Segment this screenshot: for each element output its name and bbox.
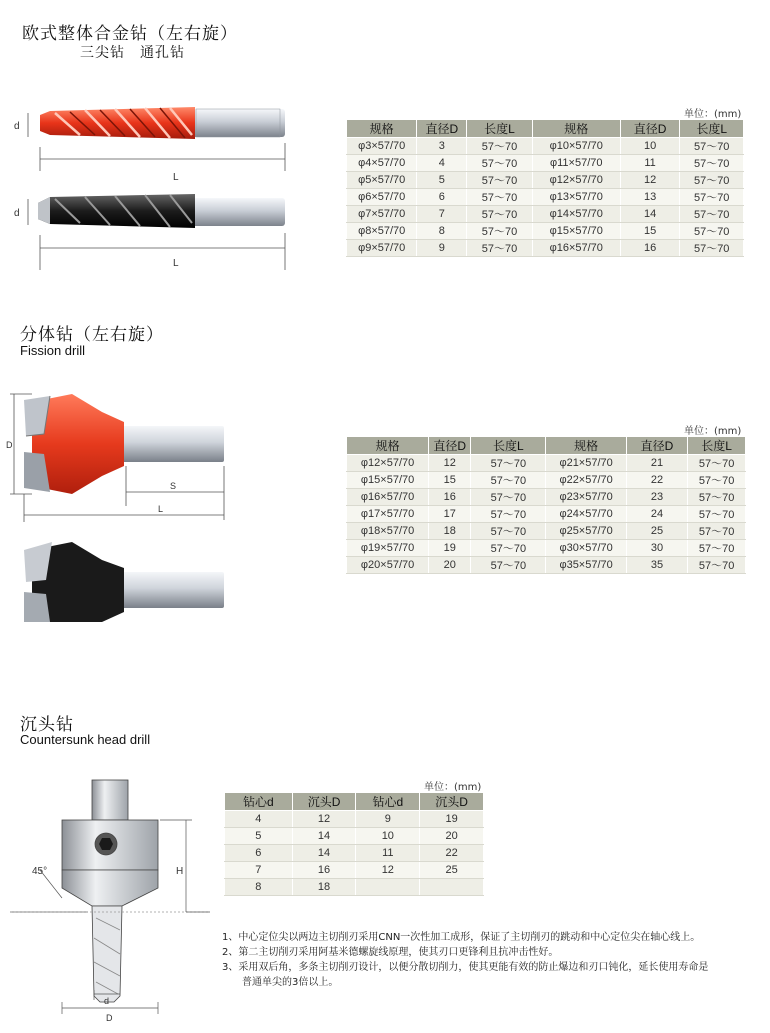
- col-header: 规格: [546, 437, 626, 455]
- section2-spec-table: [346, 436, 746, 574]
- table-row: [347, 240, 744, 257]
- table-cell: φ3×57/70: [347, 138, 417, 155]
- table-cell: 57～70: [467, 155, 532, 172]
- col-header: 规格: [347, 437, 429, 455]
- table-cell: 10: [620, 138, 680, 155]
- table-cell: 57～70: [688, 540, 746, 557]
- table-cell: φ22×57/70: [546, 472, 626, 489]
- col-header: 长度L: [467, 120, 532, 138]
- table-cell: 57～70: [680, 206, 744, 223]
- table-cell: 3: [417, 138, 467, 155]
- section3-title: 沉头钻: [20, 715, 74, 735]
- section1-title: 欧式整体合金钻（左右旋）: [22, 24, 238, 44]
- table-cell: 9: [417, 240, 467, 257]
- table-cell: φ7×57/70: [347, 206, 417, 223]
- section3-title-en: Countersunk head drill: [20, 732, 151, 747]
- table-cell: 6: [417, 189, 467, 206]
- table-cell: φ24×57/70: [546, 506, 626, 523]
- table-cell: φ8×57/70: [347, 223, 417, 240]
- table-cell: 57～70: [688, 506, 746, 523]
- table-cell: 25: [420, 862, 484, 879]
- col-header: 直径D: [417, 120, 467, 138]
- table-cell: φ9×57/70: [347, 240, 417, 257]
- table-cell: φ23×57/70: [546, 489, 626, 506]
- table-cell: 16: [292, 862, 356, 879]
- table-cell: φ13×57/70: [532, 189, 620, 206]
- section2-title: 分体钻（左右旋）: [20, 325, 164, 345]
- dim-L-label: L: [158, 504, 164, 514]
- red-fission-drill: [24, 394, 224, 494]
- section1-spec-table: [346, 119, 744, 257]
- countersunk-drill-illustration: [10, 778, 210, 1023]
- table-cell: 25: [626, 523, 688, 540]
- table-cell: 8: [417, 223, 467, 240]
- table-cell: 57～70: [467, 223, 532, 240]
- table-cell: 19: [420, 811, 484, 828]
- table-row: [225, 862, 484, 879]
- table-cell: φ6×57/70: [347, 189, 417, 206]
- col-header: 钻心d: [356, 793, 420, 811]
- table-cell: 11: [620, 155, 680, 172]
- dim-d-label: d: [104, 996, 110, 1006]
- dim-H-label: H: [176, 866, 184, 877]
- table-cell: 7: [225, 862, 293, 879]
- table-header-row: [347, 437, 746, 455]
- table-cell: φ17×57/70: [347, 506, 429, 523]
- feature-notes: [222, 930, 762, 990]
- table-cell: 14: [292, 828, 356, 845]
- table-cell: 57～70: [467, 206, 532, 223]
- section2-title-en: Fission drill: [20, 343, 86, 358]
- table-cell: 12: [356, 862, 420, 879]
- table-cell: 57～70: [471, 523, 546, 540]
- table-cell: [356, 879, 420, 896]
- table-cell: φ10×57/70: [532, 138, 620, 155]
- col-header: 规格: [532, 120, 620, 138]
- table-cell: 18: [429, 523, 471, 540]
- table-cell: φ5×57/70: [347, 172, 417, 189]
- dim-D-label: D: [106, 1013, 113, 1023]
- col-header: 沉头D: [292, 793, 356, 811]
- solid-carbide-drill-illustration: [10, 95, 310, 275]
- table-cell: φ16×57/70: [347, 489, 429, 506]
- table-row: [225, 879, 484, 896]
- table-cell: 35: [626, 557, 688, 574]
- dim-L-label-1: L: [173, 172, 179, 183]
- table-cell: 22: [420, 845, 484, 862]
- table-cell: 57～70: [467, 240, 532, 257]
- table-cell: 20: [429, 557, 471, 574]
- table-cell: φ30×57/70: [546, 540, 626, 557]
- note-item: 2、第二主切削刃采用阿基米德螺旋线原理，使其刃口更锋利且抗冲击性好。: [222, 947, 559, 958]
- table-row: [347, 455, 746, 472]
- fission-drill-illustration: [2, 382, 242, 622]
- table-cell: 22: [626, 472, 688, 489]
- table-cell: 18: [292, 879, 356, 896]
- table-row: [347, 540, 746, 557]
- table-cell: φ15×57/70: [532, 223, 620, 240]
- table-cell: 7: [417, 206, 467, 223]
- table-cell: 57～70: [471, 489, 546, 506]
- table-cell: [420, 879, 484, 896]
- table-cell: 57～70: [688, 489, 746, 506]
- red-drill-bit: [40, 107, 285, 139]
- table-cell: 13: [620, 189, 680, 206]
- col-header: 直径D: [626, 437, 688, 455]
- col-header: 长度L: [680, 120, 744, 138]
- section1-subtitle: 三尖钻 通孔钻: [80, 45, 185, 61]
- table-cell: 57～70: [688, 523, 746, 540]
- table-row: [347, 155, 744, 172]
- table-row: [225, 845, 484, 862]
- table-cell: 9: [356, 811, 420, 828]
- table-cell: 17: [429, 506, 471, 523]
- table-cell: 4: [225, 811, 293, 828]
- table-cell: 12: [429, 455, 471, 472]
- table-cell: 12: [292, 811, 356, 828]
- table-row: [347, 472, 746, 489]
- table-cell: φ21×57/70: [546, 455, 626, 472]
- dim-d-label-1: d: [14, 121, 20, 132]
- table-cell: 11: [356, 845, 420, 862]
- table-cell: 57～70: [680, 138, 744, 155]
- table-cell: 57～70: [467, 138, 532, 155]
- table-cell: φ14×57/70: [532, 206, 620, 223]
- table-cell: 57～70: [688, 455, 746, 472]
- table-row: [347, 489, 746, 506]
- table-cell: 5: [225, 828, 293, 845]
- table-cell: 57～70: [471, 540, 546, 557]
- col-header: 钻心d: [225, 793, 293, 811]
- table-cell: φ18×57/70: [347, 523, 429, 540]
- table-cell: φ11×57/70: [532, 155, 620, 172]
- table-cell: 23: [626, 489, 688, 506]
- black-drill-bit: [38, 194, 285, 228]
- col-header: 长度L: [471, 437, 546, 455]
- table-cell: 4: [417, 155, 467, 172]
- table-cell: 24: [626, 506, 688, 523]
- dim-angle-label: 45°: [32, 866, 48, 877]
- table-header-row: [225, 793, 484, 811]
- table-cell: 57～70: [471, 506, 546, 523]
- section1-unit: 单位：(mm): [684, 109, 742, 120]
- table-row: [347, 223, 744, 240]
- dim-S-label: S: [170, 481, 177, 491]
- dim-L-label-2: L: [173, 258, 179, 269]
- black-fission-drill: [24, 542, 224, 622]
- table-cell: φ25×57/70: [546, 523, 626, 540]
- table-cell: 12: [620, 172, 680, 189]
- table-row: [347, 557, 746, 574]
- table-cell: 30: [626, 540, 688, 557]
- table-cell: 14: [292, 845, 356, 862]
- table-row: [347, 172, 744, 189]
- table-cell: 57～70: [688, 472, 746, 489]
- table-cell: 57～70: [471, 557, 546, 574]
- table-cell: 57～70: [680, 189, 744, 206]
- col-header: 规格: [347, 120, 417, 138]
- table-cell: φ4×57/70: [347, 155, 417, 172]
- table-cell: 15: [620, 223, 680, 240]
- col-header: 直径D: [429, 437, 471, 455]
- table-cell: 19: [429, 540, 471, 557]
- table-cell: 57～70: [471, 455, 546, 472]
- table-row: [347, 506, 746, 523]
- table-cell: 57～70: [680, 240, 744, 257]
- table-cell: 15: [429, 472, 471, 489]
- table-cell: 21: [626, 455, 688, 472]
- table-cell: φ16×57/70: [532, 240, 620, 257]
- table-cell: φ12×57/70: [347, 455, 429, 472]
- table-row: [347, 523, 746, 540]
- table-cell: 16: [620, 240, 680, 257]
- table-cell: 20: [420, 828, 484, 845]
- table-cell: 5: [417, 172, 467, 189]
- table-row: [225, 828, 484, 845]
- section3-unit: 单位：(mm): [424, 782, 482, 793]
- note-item: 3、采用双后角，多条主切削刃设计，以便分散切削力，使其更能有效的防止爆边和刃口钝化，延长使用寿命是: [222, 962, 709, 973]
- note-item: 1、中心定位尖以两边主切削刃采用CNN一次性加工成形，保证了主切削刃的跳动和中心定位尖在轴心线上。: [222, 932, 701, 943]
- table-row: [347, 206, 744, 223]
- col-header: 长度L: [688, 437, 746, 455]
- col-header: 直径D: [620, 120, 680, 138]
- table-cell: 57～70: [688, 557, 746, 574]
- table-cell: 57～70: [680, 223, 744, 240]
- table-cell: 16: [429, 489, 471, 506]
- table-cell: φ20×57/70: [347, 557, 429, 574]
- dim-d-label-2: d: [14, 208, 20, 219]
- table-row: [347, 138, 744, 155]
- col-header: 沉头D: [420, 793, 484, 811]
- table-cell: 8: [225, 879, 293, 896]
- table-cell: 6: [225, 845, 293, 862]
- table-cell: 14: [620, 206, 680, 223]
- table-cell: 57～70: [467, 189, 532, 206]
- table-cell: 57～70: [680, 172, 744, 189]
- table-cell: 57～70: [467, 172, 532, 189]
- table-header-row: [347, 120, 744, 138]
- table-cell: 57～70: [680, 155, 744, 172]
- table-cell: φ12×57/70: [532, 172, 620, 189]
- table-cell: 57～70: [471, 472, 546, 489]
- table-row: [347, 189, 744, 206]
- table-cell: φ15×57/70: [347, 472, 429, 489]
- table-cell: φ19×57/70: [347, 540, 429, 557]
- dim-D-label: D: [6, 440, 13, 450]
- table-cell: 10: [356, 828, 420, 845]
- note-item: 普通单尖的3倍以上。: [222, 977, 339, 988]
- table-cell: φ35×57/70: [546, 557, 626, 574]
- table-row: [225, 811, 484, 828]
- section2-unit: 单位：(mm): [684, 426, 742, 437]
- section3-spec-table: [224, 792, 484, 896]
